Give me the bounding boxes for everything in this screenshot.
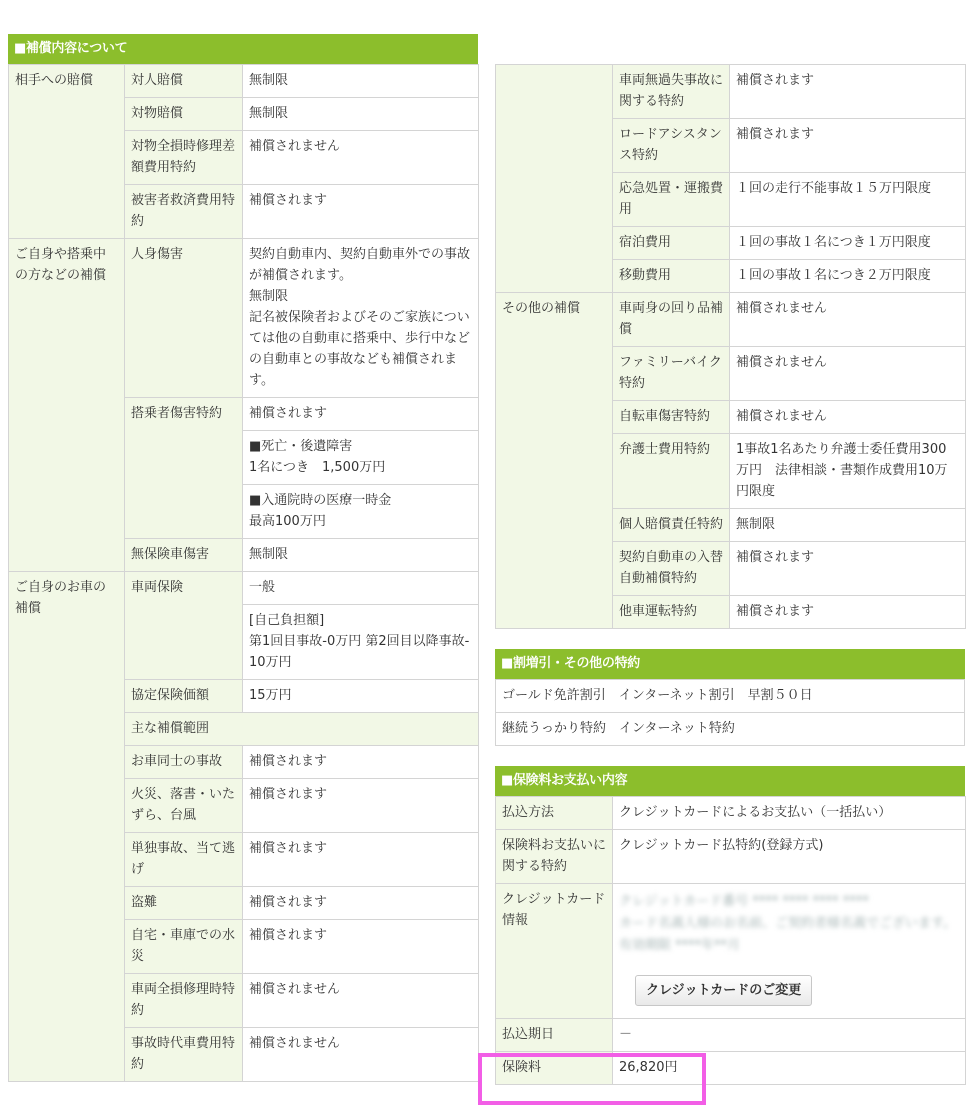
item-label: 応急処置・運搬費用 <box>613 173 730 227</box>
item-label: 自宅・車庫での水災 <box>125 920 243 974</box>
item-value: 補償されます <box>243 746 479 779</box>
payment-value: クレジットカードによるお支払い（一括払い） <box>613 797 966 830</box>
item-label: 車両全損修理時特約 <box>125 974 243 1028</box>
item-value: 補償されません <box>243 131 479 185</box>
item-value: 無制限 <box>243 65 479 98</box>
item-value: 補償されます <box>730 65 966 119</box>
item-value: 補償されません <box>730 293 966 347</box>
item-label: ファミリーバイク特約 <box>613 347 730 401</box>
item-value: 補償されます <box>243 185 479 239</box>
item-value: ■入通院時の医療一時金 最高100万円 <box>243 485 479 539</box>
item-label: 車両身の回り品補償 <box>613 293 730 347</box>
payment-heading: ■保険料お支払い内容 <box>495 766 965 796</box>
change-card-button[interactable]: クレジットカードのご変更 <box>635 975 812 1006</box>
item-label: 対物全損時修理差額費用特約 <box>125 131 243 185</box>
group-label: 相手への賠償 <box>9 65 125 239</box>
item-label: ロードアシスタンス特約 <box>613 119 730 173</box>
item-label: 対物賠償 <box>125 98 243 131</box>
item-value: 補償されません <box>730 347 966 401</box>
table-row <box>496 65 966 119</box>
item-label: お車同士の事故 <box>125 746 243 779</box>
premium-amount: 26,820円 <box>613 1052 966 1085</box>
item-label: 車両保険 <box>125 572 243 680</box>
payment-label: 払込方法 <box>496 797 613 830</box>
payment-label: クレジットカード情報 <box>496 884 613 1019</box>
right-column <box>495 64 965 1085</box>
payment-label: 払込期日 <box>496 1019 613 1052</box>
table-row <box>496 830 966 884</box>
discount-heading: ■割増引・その他の特約 <box>495 649 965 679</box>
item-value: １回の事故１名につき１万円限度 <box>730 227 966 260</box>
item-value: １回の走行不能事故１５万円限度 <box>730 173 966 227</box>
group-label: ご自身のお車の補償 <box>9 572 125 1082</box>
table-row <box>496 1019 966 1052</box>
item-label: 人身傷害 <box>125 239 243 398</box>
item-value: ■死亡・後遺障害 1名につき 1,500万円 <box>243 431 479 485</box>
item-value: 補償されます <box>243 779 479 833</box>
item-label: 他車運転特約 <box>613 596 730 629</box>
coverage-table <box>8 64 479 1082</box>
item-label: 対人賠償 <box>125 65 243 98</box>
group-label: その他の補償 <box>496 293 613 629</box>
item-label: 宿泊費用 <box>613 227 730 260</box>
payment-value: － <box>613 1019 966 1052</box>
item-value: 補償されません <box>243 974 479 1028</box>
card-info-redacted: クレジットカード番号 **** **** **** **** カード名義人様のお名前、ご契約者様名義でございます。 有効期限 ****年**月 <box>619 894 956 953</box>
item-value: 補償されます <box>730 596 966 629</box>
item-value: 無制限 <box>730 509 966 542</box>
item-value: 無制限 <box>243 98 479 131</box>
table-row <box>496 713 965 746</box>
item-value: 補償されません <box>730 401 966 434</box>
item-value: 補償されます <box>243 887 479 920</box>
item-label: 搭乗者傷害特約 <box>125 398 243 539</box>
premium-highlight <box>478 1053 706 1105</box>
item-value: 契約自動車内、契約自動車外での事故が補償されます。 無制限 記名被保険者およびそのご家族については他の自動車に搭乗中、歩行中などの自動車との事故なども補償されます。 <box>243 239 479 398</box>
item-label: 個人賠償責任特約 <box>613 509 730 542</box>
payment-value: クレジットカード払特約(登録方式) <box>613 830 966 884</box>
group-label <box>496 65 613 293</box>
payment-table <box>495 796 966 1085</box>
card-info-cell <box>613 884 966 1019</box>
table-row <box>9 239 479 398</box>
item-label: 車両無過失事故に関する特約 <box>613 65 730 119</box>
table-row <box>496 293 966 347</box>
item-value: 15万円 <box>243 680 479 713</box>
item-value: 補償されます <box>730 119 966 173</box>
coverage-heading: ■補償内容について <box>8 34 478 64</box>
item-label: 無保険車傷害 <box>125 539 243 572</box>
item-label: 単独事故、当て逃げ <box>125 833 243 887</box>
item-value: 一般 <box>243 572 479 605</box>
item-label: 弁護士費用特約 <box>613 434 730 509</box>
group-label: ご自身や搭乗中の方などの補償 <box>9 239 125 572</box>
discount-item: 継続うっかり特約 インターネット特約 <box>496 713 965 746</box>
payment-label: 保険料 <box>496 1052 613 1085</box>
item-label: 盗難 <box>125 887 243 920</box>
item-value: 補償されます <box>243 398 479 431</box>
table-row <box>496 884 966 1019</box>
item-value: 1事故1名あたり弁護士委任費用300万円 法律相談・書類作成費用10万円限度 <box>730 434 966 509</box>
item-value: 補償されます <box>730 542 966 596</box>
item-label: 火災、落書・いたずら、台風 <box>125 779 243 833</box>
item-value: １回の事故１名につき２万円限度 <box>730 260 966 293</box>
item-value: 無制限 <box>243 539 479 572</box>
table-row <box>496 680 965 713</box>
coverage-table-continued <box>495 64 966 629</box>
table-row <box>9 65 479 98</box>
left-column <box>8 34 478 1082</box>
item-label: 事故時代車費用特約 <box>125 1028 243 1082</box>
item-value: 補償されません <box>243 1028 479 1082</box>
item-label: 被害者救済費用特約 <box>125 185 243 239</box>
item-label: 自転車傷害特約 <box>613 401 730 434</box>
item-value: 補償されます <box>243 920 479 974</box>
item-label: 協定保険価額 <box>125 680 243 713</box>
item-value: [自己負担額] 第1回目事故-0万円 第2回目以降事故-10万円 <box>243 605 479 680</box>
item-value: 補償されます <box>243 833 479 887</box>
item-label: 主な補償範囲 <box>125 713 479 746</box>
table-row <box>496 797 966 830</box>
table-row <box>9 572 479 605</box>
payment-label: 保険料お支払いに関する特約 <box>496 830 613 884</box>
item-label: 契約自動車の入替自動補償特約 <box>613 542 730 596</box>
item-label: 移動費用 <box>613 260 730 293</box>
discount-table <box>495 679 965 746</box>
discount-item: ゴールド免許割引 インターネット割引 早割５０日 <box>496 680 965 713</box>
